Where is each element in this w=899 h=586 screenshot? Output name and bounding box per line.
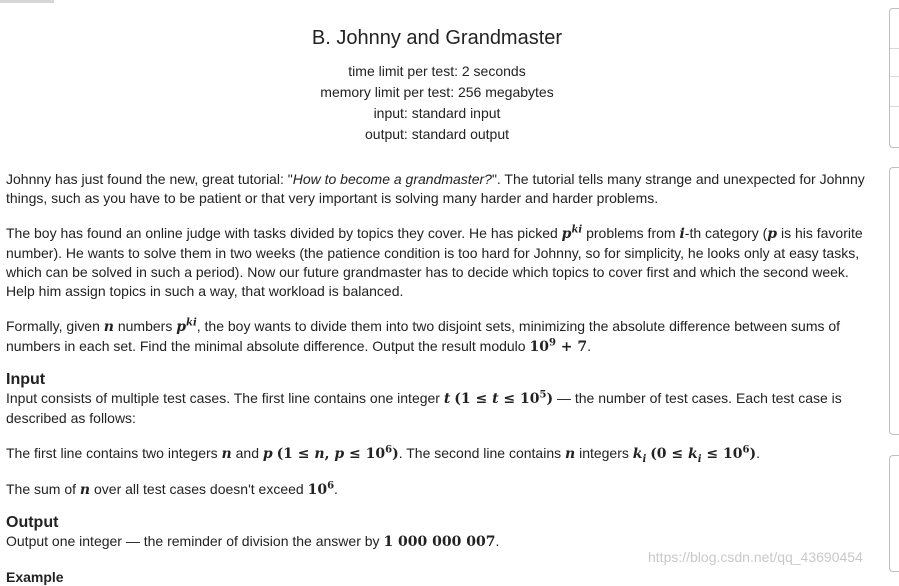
output-paragraph-1: Output one integer — the reminder of division the answer by 1 000 000 007. (6, 533, 500, 550)
input-section-title: Input (6, 371, 46, 388)
math-n: n (565, 446, 576, 462)
sidebar-divider (890, 76, 899, 77)
sidebar-divider (890, 106, 899, 107)
math-modulo: $10^9 + 7$ (529, 337, 588, 355)
math-big-modulo: 1 000 000 007 (383, 534, 496, 550)
output-specification (6, 514, 868, 552)
math-t: t (443, 391, 451, 407)
output-section-title: Output (6, 514, 59, 531)
legend (6, 170, 868, 357)
sidebar-box-3[interactable] (889, 455, 899, 572)
input-file: input: standard input (373, 105, 501, 121)
input-paragraph-3: The sum of n over all test cases doesn't exceed $10^6$. (6, 480, 338, 498)
example-section-title: Example (6, 569, 64, 585)
math-n: n (103, 319, 114, 335)
statement-paragraph-3: Formally, given n numbers $p^{ki}$, the boy wants to divide them into two disjoint sets, minimizing the absolute difference between sums of numbers in each set. Find the minimal absolute difference. Output the result modulo $10^9 + 7$. (6, 317, 841, 355)
math-k-range: $(0 \le k_i \le 10^6)$ (650, 444, 757, 465)
watermark: https://blog.csdn.net/qq_43690454 (648, 549, 863, 565)
math-pk: $p^{ki}$ (561, 224, 583, 242)
math-p: p (767, 226, 778, 242)
statement-paragraph-1: Johnny has just found the new, great tutorial: "How to become a grandmaster?". The tutorial tells many strange and unexpected for Johnny things, such as you have to be patient or that very important is solving many harder and harder problems. (6, 171, 865, 206)
math-n: n (221, 446, 232, 462)
time-limit: time limit per test: 2 seconds (348, 63, 526, 79)
problem-statement (6, 25, 868, 586)
problem-title: B. Johnny and Grandmaster (311, 27, 563, 49)
output-file: output: standard output (365, 126, 509, 142)
math-i: i (679, 226, 685, 242)
sidebar-box-2[interactable] (889, 167, 899, 435)
math-t-range: $(1 \le t \le 10^5)$ (454, 389, 554, 407)
input-specification (6, 371, 868, 500)
input-paragraph-2: The first line contains two integers n and p (1 ≤ n, $p \le 10^6$). The second line contains n integers $k_i$ $(0 \le k_i \le 10^6)$. (6, 444, 760, 465)
input-paragraph-1: Input consists of multiple test cases. The first line contains one integer t $(1 \le t \le 10^5)$ — the number of test cases. Each test case is described as follows: (6, 389, 842, 426)
math-np-range: (1 ≤ n, $p \le 10^6$) (276, 444, 399, 462)
statement-paragraph-2: The boy has found an online judge with tasks divided by topics they cover. He has picked $p^{ki}$ problems from i-th category (p is his favorite number). He wants to solve them in two weeks (the patience condition is too hard for Johnny, so for simplicity, he looks only at easy tasks, which can be solved in such a period). Now our future grandmaster has to decide which topics to cover first and which the second week. Help him assign topics in such a way, that workload is balanced. (6, 224, 863, 299)
sidebar-box-1[interactable] (889, 8, 899, 148)
sidebar-divider (890, 48, 899, 49)
top-tab-strip (0, 0, 54, 3)
math-p: p (262, 446, 273, 462)
sample-tests (6, 568, 868, 586)
memory-limit: memory limit per test: 256 megabytes (320, 84, 554, 100)
problem-header (6, 25, 868, 145)
math-n: n (79, 482, 91, 498)
math-pk: $p^{ki}$ (176, 317, 197, 335)
math-ki: $k_i$ (632, 446, 647, 465)
math-sum-limit: $10^6$ (307, 480, 335, 498)
